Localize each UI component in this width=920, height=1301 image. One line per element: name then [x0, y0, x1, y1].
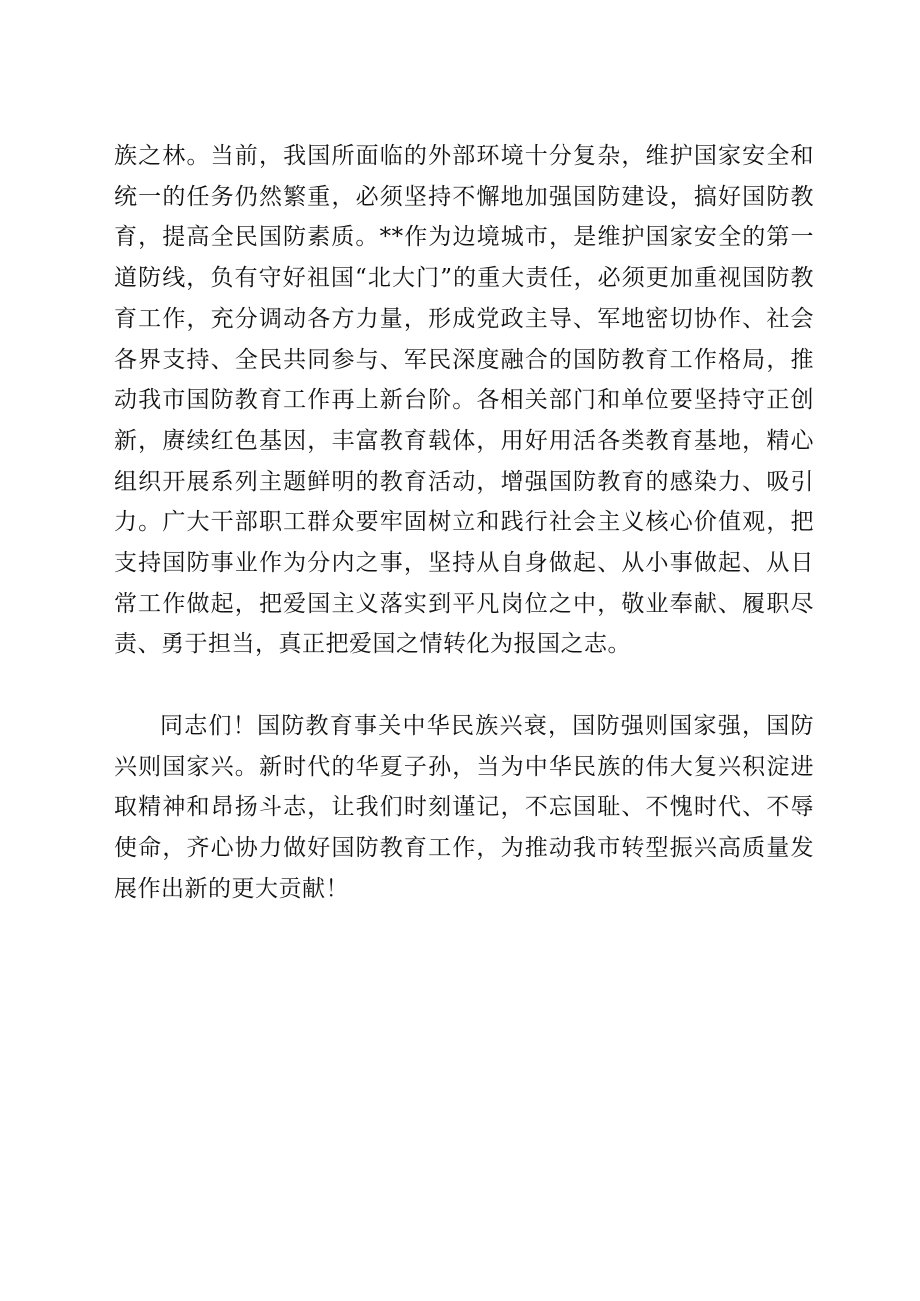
body-paragraph-closing	[114, 706, 814, 910]
body-paragraph-continued	[114, 136, 814, 665]
paragraph-text: 同志们！国防教育事关中华民族兴衰，国防强则国家强，国防兴则国家兴。新时代的华夏子孙，当为中华民族的伟大复兴积淀进取精神和昂扬斗志，让我们时刻谨记，不忘国耻、不愧时代、不辱使命，齐心协力做好国防教育工作，为推动我市转型振兴高质量发展作出新的更大贡献！	[114, 713, 814, 902]
paragraph-text: 族之林。当前，我国所面临的外部环境十分复杂，维护国家安全和统一的任务仍然繁重，必须坚持不懈地加强国防建设，搞好国防教育，提高全民国防素质。**作为边境城市，是维护国家安全的第一道防线，负有守好祖国“北大门”的重大责任，必须更加重视国防教育工作，充分调动各方力量，形成党政主导、军地密切协作、社会各界支持、全民共同参与、军民深度融合的国防教育工作格局，推动我市国防教育工作再上新台阶。各相关部门和单位要坚持守正创新，赓续红色基因，丰富教育载体，用好用活各类教育基地，精心组织开展系列主题鲜明的教育活动，增强国防教育的感染力、吸引力。广大干部职工群众要牢固树立和践行社会主义核心价值观，把支持国防事业作为分内之事，坚持从自身做起、从小事做起、从日常工作做起，把爱国主义落实到平凡岗位之中，敬业奉献、履职尽责、勇于担当，真正把爱国之情转化为报国之志。	[114, 143, 814, 658]
